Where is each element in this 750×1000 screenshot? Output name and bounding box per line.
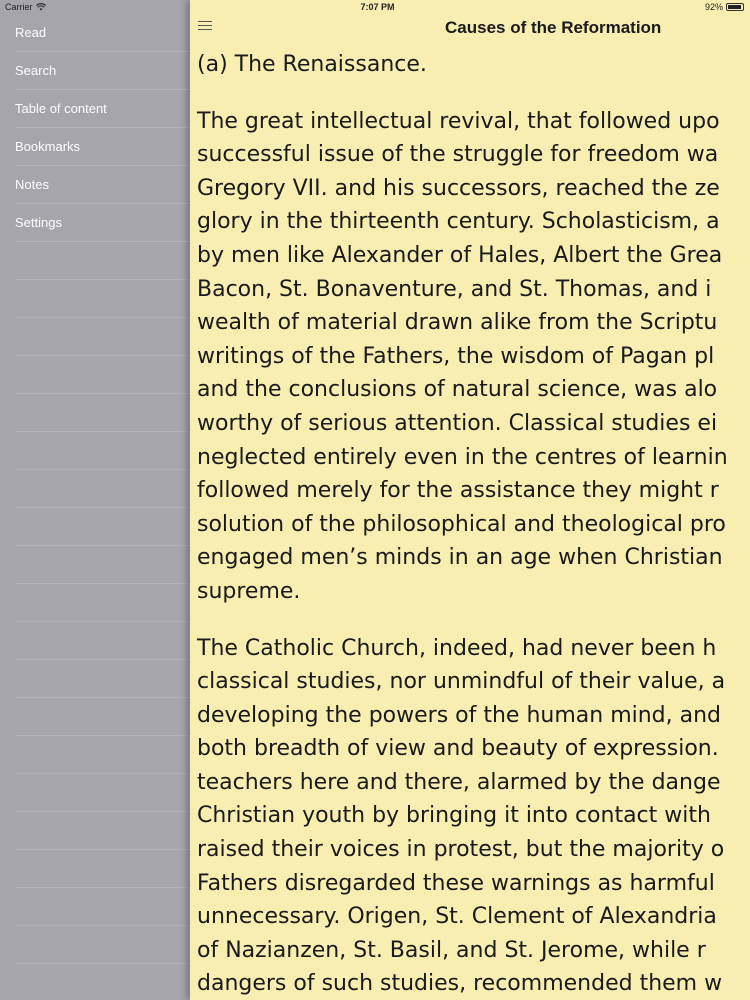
text-line: dangers of such studies, recommended them w	[197, 971, 723, 997]
text-line: Gregory VII. and his successors, reached the ze	[197, 175, 720, 201]
sidebar-item-label: Settings	[15, 215, 62, 230]
text-line: of Nazianzen, St. Basil, and St. Jerome, while r	[197, 937, 706, 963]
sidebar-empty-row	[15, 508, 190, 546]
battery-icon	[726, 3, 744, 11]
text-line: developing the powers of the human mind, and	[197, 702, 722, 728]
sidebar-empty-row	[15, 774, 190, 812]
page-title: Causes of the Reformation	[445, 18, 662, 37]
sidebar-menu-list	[0, 14, 190, 1000]
sidebar-empty-row	[15, 926, 190, 964]
sidebar-item-table-of-content[interactable]	[15, 90, 190, 128]
text-line: wealth of material drawn alike from the Scriptu	[197, 310, 718, 336]
sidebar-empty-row	[15, 394, 190, 432]
text-line: The Catholic Church, indeed, had never been h	[197, 635, 717, 661]
text-line: by men like Alexander of Hales, Albert the Grea	[197, 242, 723, 268]
sidebar-item-bookmarks[interactable]	[15, 128, 190, 166]
text-line: Bacon, St. Bonaventure, and St. Thomas, and i	[197, 276, 712, 302]
paragraph-1	[197, 105, 750, 609]
sidebar-empty-row	[15, 280, 190, 318]
battery-fill	[728, 5, 741, 9]
reader-text	[197, 48, 750, 1000]
sidebar-item-notes[interactable]	[15, 166, 190, 204]
text-line: followed merely for the assistance they might r	[197, 478, 719, 504]
status-battery	[705, 2, 744, 12]
text-line: Fathers disregarded these warnings as harmful	[197, 870, 715, 896]
sidebar-empty-row	[15, 964, 190, 1000]
text-line: writings of the Fathers, the wisdom of Pagan pl	[197, 343, 715, 369]
sidebar-menu	[0, 0, 190, 1000]
text-line: unnecessary. Origen, St. Clement of Alexandria	[197, 904, 717, 930]
sidebar-empty-row	[15, 660, 190, 698]
battery-percent: 92%	[704, 2, 723, 12]
text-line: successful issue of the struggle for freedom wa	[197, 142, 719, 168]
text-line: Christian youth by bringing it into contact with	[197, 803, 711, 829]
sidebar-item-label: Table of content	[15, 101, 107, 116]
section-heading: (a) The Renaissance.	[197, 52, 427, 77]
sidebar-empty-row	[15, 470, 190, 508]
sidebar-item-search[interactable]	[15, 52, 190, 90]
sidebar-empty-row	[15, 622, 190, 660]
text-line: both breadth of view and beauty of expression.	[197, 736, 719, 762]
sidebar-empty-row	[15, 698, 190, 736]
text-line: and the conclusions of natural science, was alo	[197, 377, 718, 403]
sidebar-item-label: Bookmarks	[15, 139, 81, 154]
text-line: solution of the philosophical and theological pro	[197, 511, 726, 537]
wifi-icon	[36, 3, 46, 11]
sidebar-empty-row	[15, 584, 190, 622]
paragraph-2	[197, 632, 750, 1000]
carrier-label: Carrier	[5, 2, 33, 12]
sidebar-item-read[interactable]	[15, 14, 190, 52]
sidebar-item-label: Notes	[15, 177, 49, 192]
sidebar-item-label: Search	[15, 63, 57, 78]
sidebar-empty-row	[15, 242, 190, 280]
sidebar-empty-row	[15, 812, 190, 850]
sidebar-empty-row	[15, 356, 190, 394]
sidebar-empty-row	[15, 318, 190, 356]
status-time: 7:07 PM	[360, 2, 395, 12]
sidebar-item-settings[interactable]	[15, 204, 190, 242]
text-line: glory in the thirteenth century. Scholasticism, a	[197, 209, 720, 235]
text-line: engaged men’s minds in an age when Christian	[197, 545, 723, 571]
sidebar-empty-row	[15, 850, 190, 888]
sidebar-empty-row	[15, 432, 190, 470]
sidebar-empty-row	[15, 888, 190, 926]
sidebar-empty-row	[15, 736, 190, 774]
hamburger-menu-icon[interactable]	[198, 21, 212, 33]
text-line: neglected entirely even in the centres of learnin	[197, 444, 728, 470]
text-line: worthy of serious attention. Classical studies ei	[197, 410, 718, 436]
status-carrier	[5, 2, 46, 12]
sidebar-empty-row	[15, 546, 190, 584]
text-line: The great intellectual revival, that followed upo	[197, 108, 720, 134]
sidebar-item-label: Read	[15, 25, 47, 40]
reader-panel	[190, 0, 750, 1000]
text-line: raised their voices in protest, but the majority o	[197, 837, 725, 863]
text-line: teachers here and there, alarmed by the dange	[197, 769, 721, 795]
text-line: classical studies, nor unmindful of their value, a	[197, 669, 726, 695]
text-line: supreme.	[197, 578, 301, 604]
